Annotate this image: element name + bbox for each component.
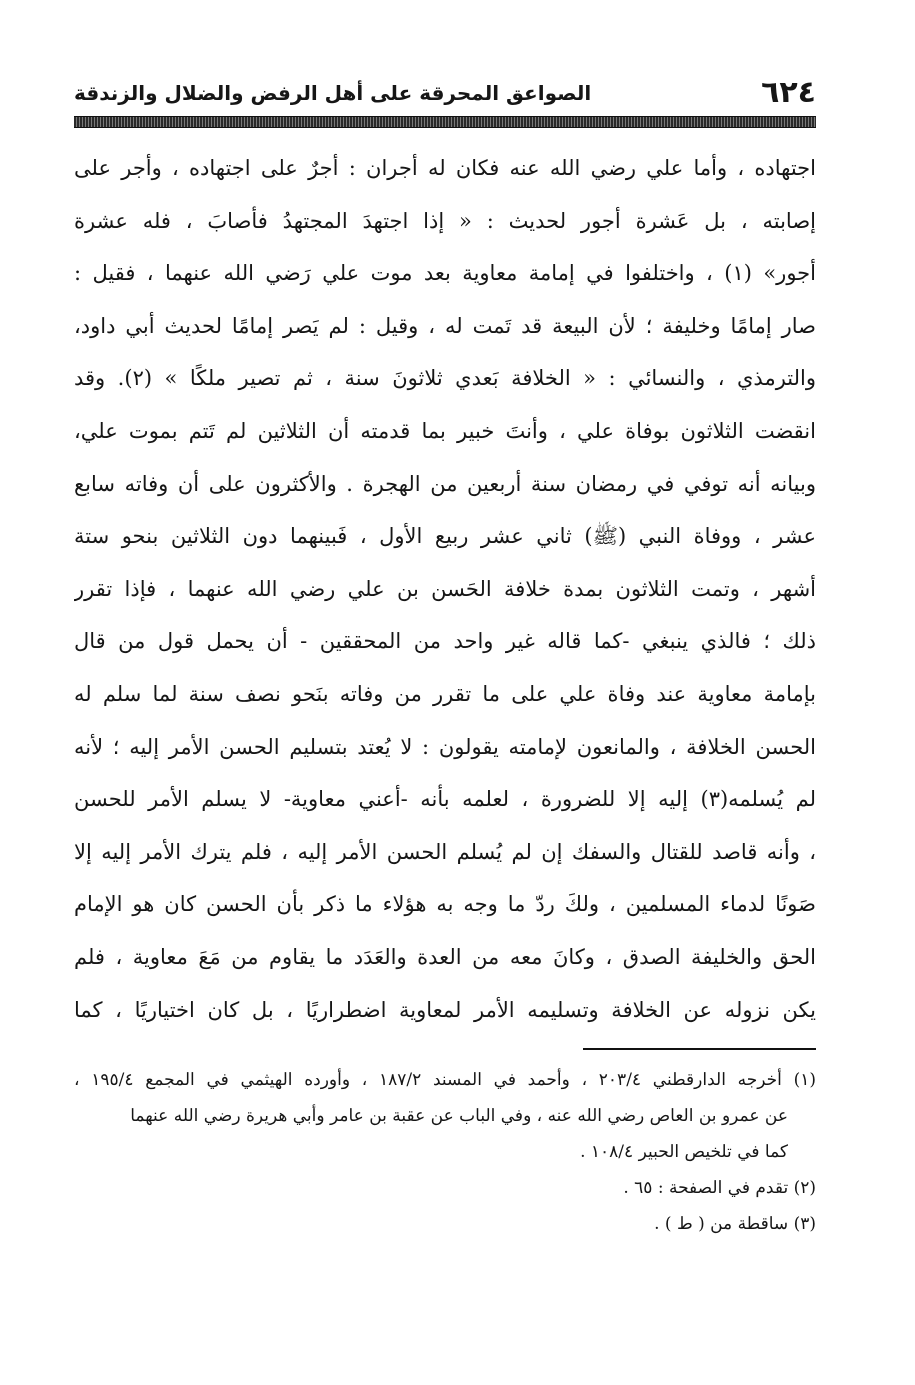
text-line: ، وأنه قاصد للقتال والسفك إن لم يُسلم الحسن الأمر إليه ، فلم يترك الأمر إليه إلا [74,839,816,864]
page-header [74,74,816,114]
text-line: والترمذي ، والنسائي : « الخلافة بَعدي ثلاثونَ سنة ، ثم تصير ملكًا » (٢). وقد [74,366,816,391]
text-line: الحق والخليفة الصدق ، وكانَ معه من العدة والعَدَد ما يقاوم من مَعَ معاوية ، فلم [74,944,816,969]
text-line: لم يُسلمه(٣) إليه إلا للضرورة ، لعلمه بأنه -أعني معاوية- لا يسلم الأمر للحسن [74,787,816,812]
text-line: أشهر ، وتمت الثلاثون بمدة خلافة الحَسن بن علي رضي الله عنهما ، فإذا تقرر [74,576,816,601]
text-line: صَونًا لدماء المسلمين ، ولكَ ردّ ما وجه به هؤلاء ما ذكر بأن الحسن كان هو الإمام [74,892,816,917]
text-line: يكن نزوله عن الخلافة وتسليمه الأمر لمعاوية اضطراريًا ، بل كان اختياريًا ، كما [74,997,816,1022]
main-text [74,142,816,1036]
text-line: اجتهاده ، وأما علي رضي الله عنه فكان له أجران : أجرٌ على اجتهاده ، وأجر على [74,156,816,180]
text-line: الحسن الخلافة ، والمانعون لإمامته يقولون : لا يُعتد بتسليم الحسن الأمر إليه ؛ لأنه [74,734,816,759]
footnote-divider [583,1048,816,1050]
header-divider [74,116,816,128]
text-line: صار إمامًا وخليفة ؛ لأن البيعة قد تَمت له ، وقيل : لم يَصر إمامًا لحديث أبي داود، [74,313,816,338]
text-line: أجور» (١) ، واختلفوا في إمامة معاوية بعد موت علي رَضي الله عنهما ، فقيل : [74,261,816,286]
text-line: وبيانه أنه توفي في رمضان سنة أربعين من الهجرة . والأكثرون على أن وفاته سابع [74,471,816,496]
footnote-3: (٣) ساقطة من ( ط ) . [654,1214,816,1234]
text-line: انقضت الثلاثون بوفاة علي ، وأنتَ خبير بما قدمته أن الثلاثين لم تَتم بموت علي، [74,418,816,443]
text-line: عشر ، ووفاة النبي (ﷺ) ثاني عشر ربيع الأول ، فَبينهما دون الثلاثين بنحو ستة [74,524,816,549]
footnote-1-continued: عن عمرو بن العاص رضي الله عنه ، وفي الباب عن عقبة بن عامر وأبي هريرة رضي الله عنهما [130,1106,788,1126]
text-line: بإمامة معاوية عند وفاة علي على ما تقرر من وفاته بنَحو نصف سنة لما سلم له [74,681,816,706]
footnote-2: (٢) تقدم في الصفحة : ٦٥ . [623,1178,816,1198]
text-line: إصابته ، بل عَشرة أجور لحديث : « إذا اجتهدَ المجتهدُ فأصابَ ، فله عشرة [74,208,816,233]
footnote-1-continued: كما في تلخيص الحبير ١٠٨/٤ . [580,1142,788,1162]
footnote-1: (١) أخرجه الدارقطني ٢٠٣/٤ ، وأحمد في المسند ١٨٧/٢ ، وأورده الهيثمي في المجمع ١٩٥/٤ ، [74,1070,816,1090]
page-number: ٦٢٤ [761,75,816,110]
text-line: ذلك ؛ فالذي ينبغي -كما قاله غير واحد من المحققين - أن يحمل قول من قال [74,629,816,654]
footnotes [74,1062,816,1242]
running-title: الصواعق المحرقة على أهل الرفض والضلال والزندقة [74,81,592,105]
